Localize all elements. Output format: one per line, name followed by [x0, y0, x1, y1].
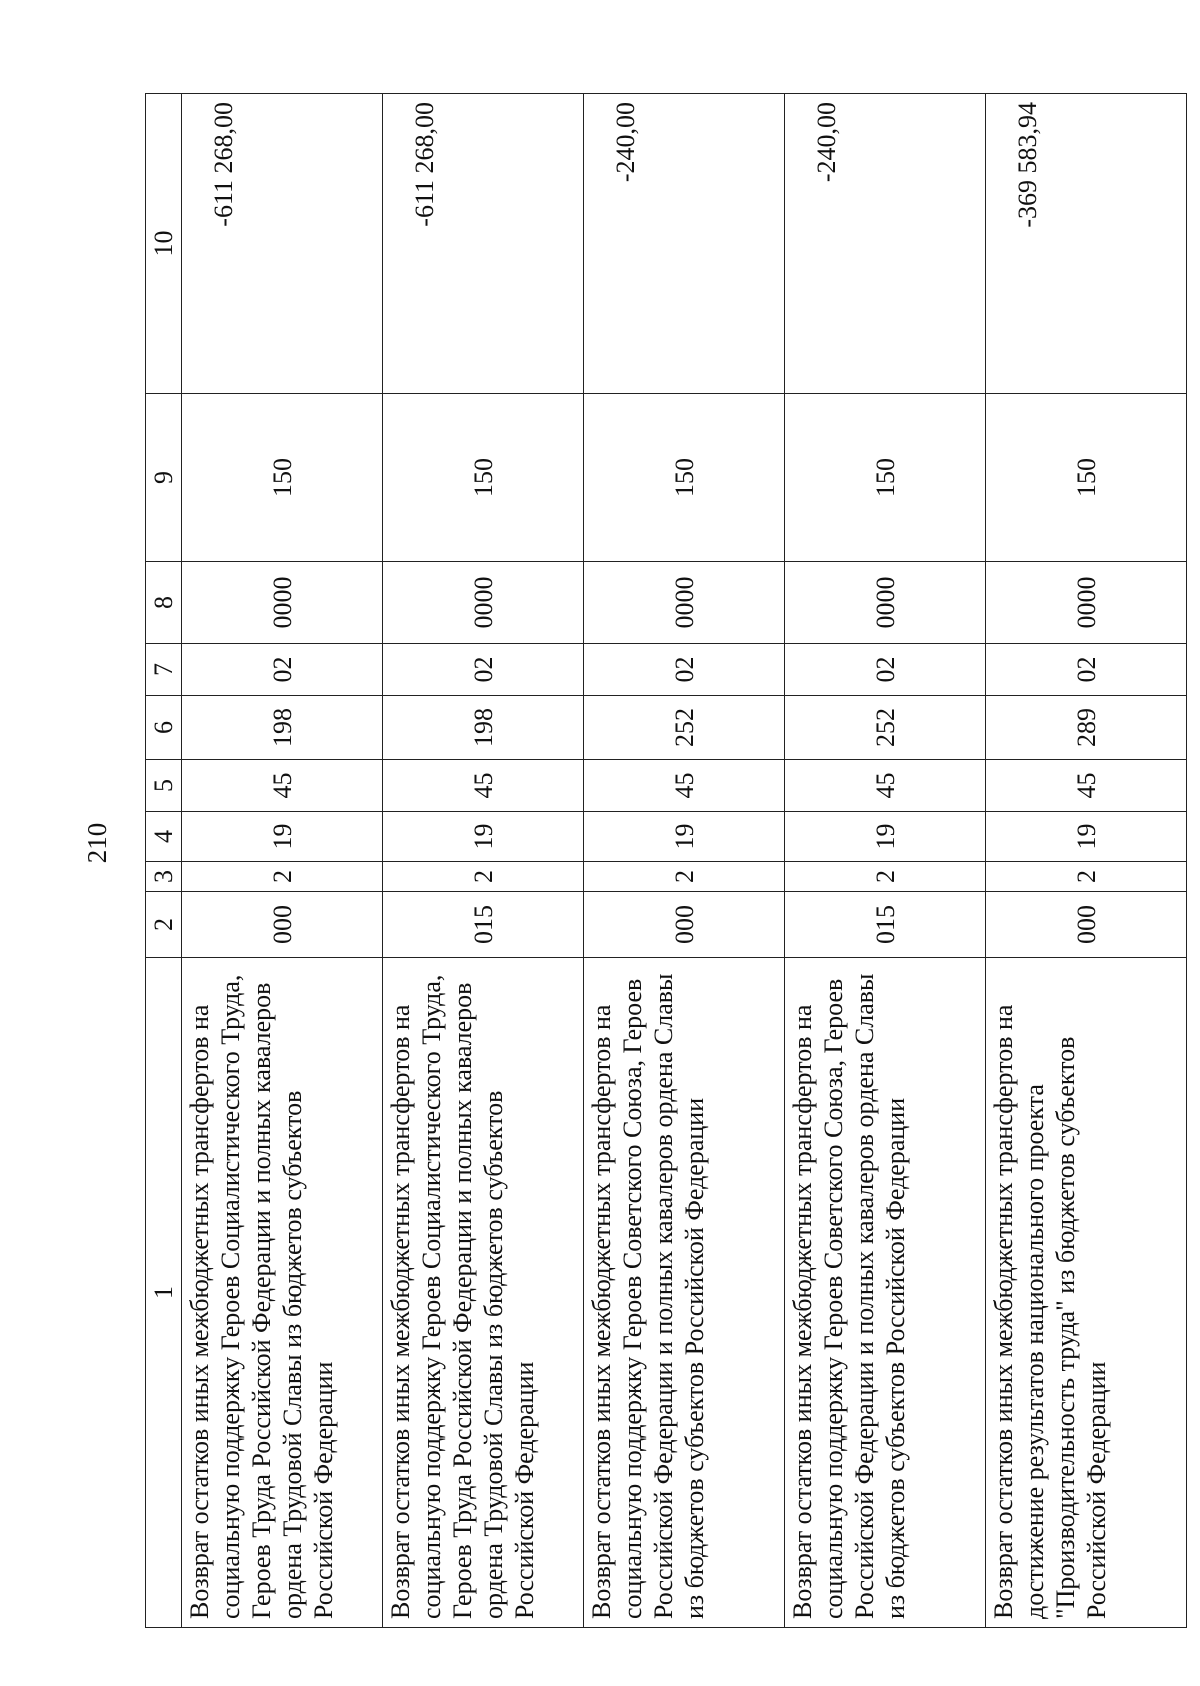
cell-code-7: 02 [182, 644, 383, 696]
cell-code-8: 0000 [584, 562, 785, 644]
table-row [182, 94, 383, 1628]
column-header: 1 [146, 958, 182, 1628]
cell-code-6: 198 [383, 696, 584, 760]
row-description: Возврат остатков иных межбюджетных трансфертов на социальную поддержку Героев Социалистического Труда, Героев Труда Российской Федерации и полных кавалеров ордена Трудовой Славы из бюджетов субъектов Российской Федерации [182, 958, 383, 1628]
cell-code-2: 000 [182, 892, 383, 958]
row-description: Возврат остатков иных межбюджетных трансфертов на социальную поддержку Героев Социалистического Труда, Героев Труда Российской Федерации и полных кавалеров ордена Трудовой Славы из бюджетов субъектов Российской Федерации [383, 958, 584, 1628]
cell-code-6: 198 [182, 696, 383, 760]
cell-code-5: 45 [383, 760, 584, 812]
row-description: Возврат остатков иных межбюджетных трансфертов на социальную поддержку Героев Советского Союза, Героев Российской Федерации и полных кавалеров ордена Славы из бюджетов субъектов Российской Федерации [785, 958, 986, 1628]
cell-code-7: 02 [785, 644, 986, 696]
cell-code-3: 2 [584, 862, 785, 892]
budget-table [145, 93, 1187, 1628]
table-row [785, 94, 986, 1628]
column-header: 7 [146, 644, 182, 696]
cell-code-4: 19 [182, 812, 383, 862]
cell-code-5: 45 [182, 760, 383, 812]
row-amount: -369 583,94 [986, 94, 1187, 394]
cell-code-2: 000 [584, 892, 785, 958]
column-header: 2 [146, 892, 182, 958]
cell-code-2: 015 [383, 892, 584, 958]
row-description: Возврат остатков иных межбюджетных трансфертов на социальную поддержку Героев Советского Союза, Героев Российской Федерации и полных кавалеров ордена Славы из бюджетов субъектов Российской Федерации [584, 958, 785, 1628]
table-row [383, 94, 584, 1628]
column-header: 10 [146, 94, 182, 394]
cell-code-3: 2 [785, 862, 986, 892]
cell-code-8: 0000 [383, 562, 584, 644]
cell-code-6: 252 [785, 696, 986, 760]
cell-code-2: 000 [986, 892, 1187, 958]
cell-code-4: 19 [383, 812, 584, 862]
column-header: 6 [146, 696, 182, 760]
cell-code-7: 02 [383, 644, 584, 696]
table-header-row [146, 94, 182, 1628]
row-amount: -611 268,00 [182, 94, 383, 394]
cell-code-3: 2 [182, 862, 383, 892]
row-description: Возврат остатков иных межбюджетных трансфертов на достижение результатов национального проекта "Производительность труда" из бюджетов субъектов Российской Федерации [986, 958, 1187, 1628]
cell-code-7: 02 [584, 644, 785, 696]
cell-code-5: 45 [785, 760, 986, 812]
cell-code-8: 0000 [785, 562, 986, 644]
cell-code-8: 0000 [986, 562, 1187, 644]
cell-code-9: 150 [785, 394, 986, 562]
cell-code-6: 289 [986, 696, 1187, 760]
cell-code-5: 45 [584, 760, 785, 812]
cell-code-3: 2 [383, 862, 584, 892]
column-header: 4 [146, 812, 182, 862]
cell-code-8: 0000 [182, 562, 383, 644]
cell-code-9: 150 [584, 394, 785, 562]
cell-code-4: 19 [785, 812, 986, 862]
row-amount: -611 268,00 [383, 94, 584, 394]
cell-code-2: 015 [785, 892, 986, 958]
column-header: 8 [146, 562, 182, 644]
page-number: 210 [82, 822, 112, 864]
column-header: 3 [146, 862, 182, 892]
cell-code-9: 150 [182, 394, 383, 562]
cell-code-9: 150 [986, 394, 1187, 562]
table-row [986, 94, 1187, 1628]
row-amount: -240,00 [584, 94, 785, 394]
cell-code-6: 252 [584, 696, 785, 760]
cell-code-5: 45 [986, 760, 1187, 812]
row-amount: -240,00 [785, 94, 986, 394]
cell-code-3: 2 [986, 862, 1187, 892]
cell-code-7: 02 [986, 644, 1187, 696]
cell-code-9: 150 [383, 394, 584, 562]
table-row [584, 94, 785, 1628]
cell-code-4: 19 [986, 812, 1187, 862]
cell-code-4: 19 [584, 812, 785, 862]
column-header: 5 [146, 760, 182, 812]
column-header: 9 [146, 394, 182, 562]
